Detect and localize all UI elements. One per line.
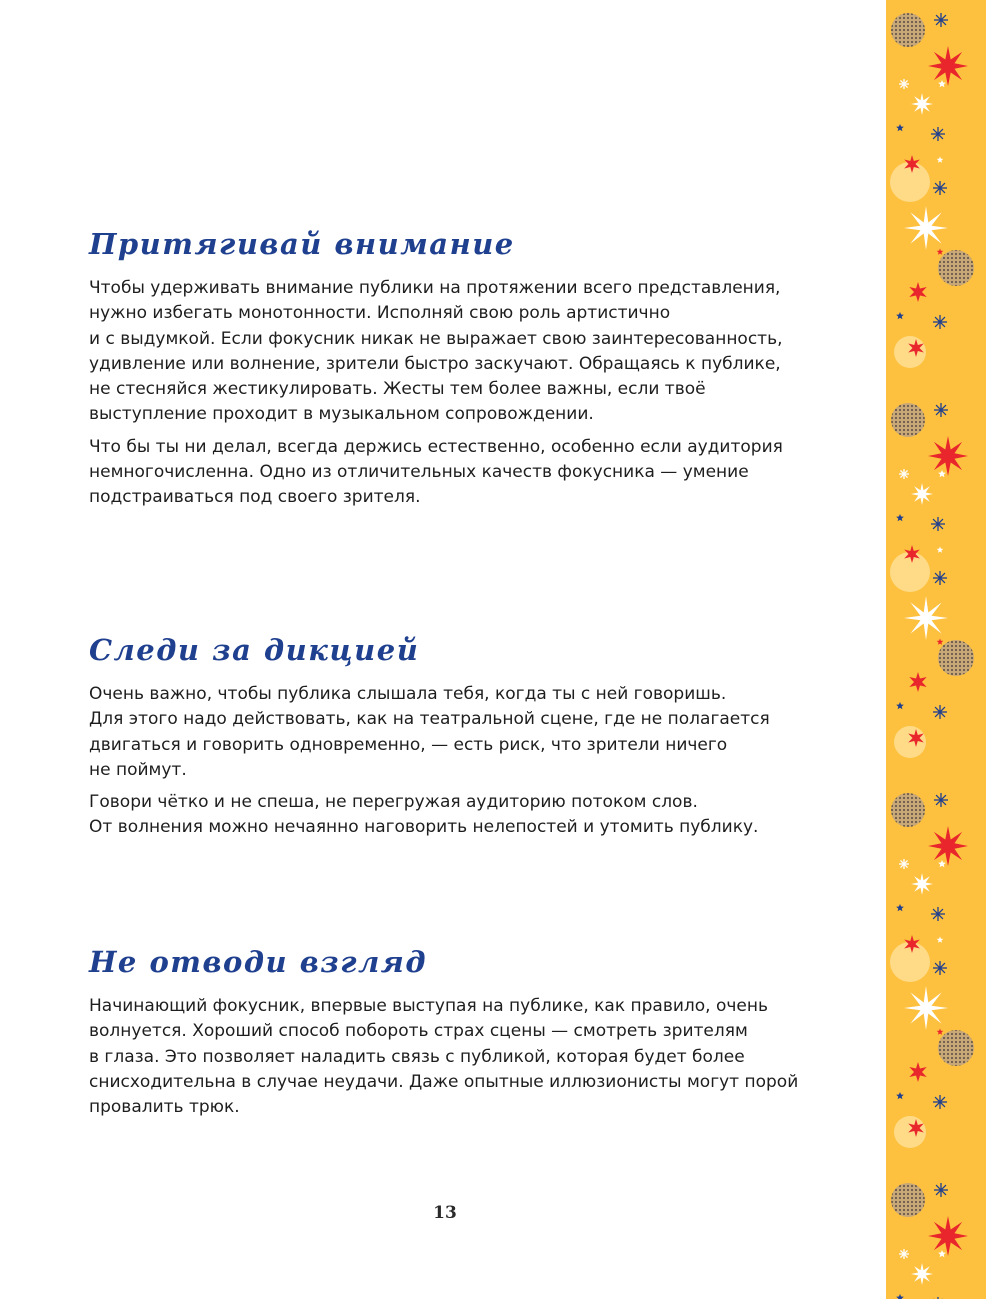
section-gaze <box>89 944 809 1127</box>
paragraph <box>89 790 809 841</box>
text-line: выступление проходит в музыкальном сопровождении. <box>89 404 594 425</box>
star-pattern-icon <box>886 0 986 1299</box>
text-line: Для этого надо действовать, как на театральной сцене, где не полагается <box>89 709 770 730</box>
text-line: Очень важно, чтобы публика слышала тебя, когда ты с ней говоришь. <box>89 684 727 704</box>
section-attention <box>89 226 809 518</box>
section-heading: Следи за дикцией <box>89 633 420 667</box>
paragraph <box>89 435 809 511</box>
section-diction <box>89 632 809 848</box>
paragraph <box>89 682 809 783</box>
paragraph <box>89 994 809 1120</box>
text-line: удивление или волнение, зрители быстро заскучают. Обращаясь к публике, <box>89 353 781 374</box>
text-line: Что бы ты ни делал, всегда держись естественно, особенно если аудитория <box>89 436 783 457</box>
text-line: Начинающий фокусник, впервые выступая на публике, как правило, очень <box>89 996 769 1016</box>
text-line: Чтобы удерживать внимание публики на протяжении всего представления, <box>89 278 781 298</box>
decorative-star-border <box>886 0 986 1299</box>
text-line: не поймут. <box>89 759 187 780</box>
text-line: немногочисленна. Одно из отличительных качеств фокусника — умение <box>89 462 749 483</box>
text-line: Говори чётко и не спеша, не перегружая аудиторию потоком слов. <box>89 792 698 813</box>
text-line: не стесняйся жестикулировать. Жесты тем более важны, если твоё <box>89 379 706 400</box>
text-line: провалить трюк. <box>89 1097 240 1118</box>
paragraph <box>89 276 809 428</box>
section-heading: Не отводи взгляд <box>89 945 428 979</box>
page-number: 13 <box>433 1203 457 1223</box>
text-line: подстраиваться под своего зрителя. <box>89 487 421 508</box>
text-line: в глаза. Это позволяет наладить связь с публикой, которая будет более <box>89 1046 745 1067</box>
text-line: От волнения можно нечаянно наговорить нелепостей и утомить публику. <box>89 817 759 838</box>
text-line: волнуется. Хороший способ побороть страх сцены — смотреть зрителям <box>89 1021 748 1042</box>
text-line: и с выдумкой. Если фокусник никак не выражает свою заинтересованность, <box>89 328 783 349</box>
text-line: снисходительна в случае неудачи. Даже опытные иллюзионисты могут порой <box>89 1071 799 1092</box>
text-line: нужно избегать монотонности. Исполняй свою роль артистично <box>89 303 671 324</box>
section-heading: Притягивай внимание <box>89 227 515 261</box>
text-line: двигаться и говорить одновременно, — есть риск, что зрители ничего <box>89 734 728 755</box>
